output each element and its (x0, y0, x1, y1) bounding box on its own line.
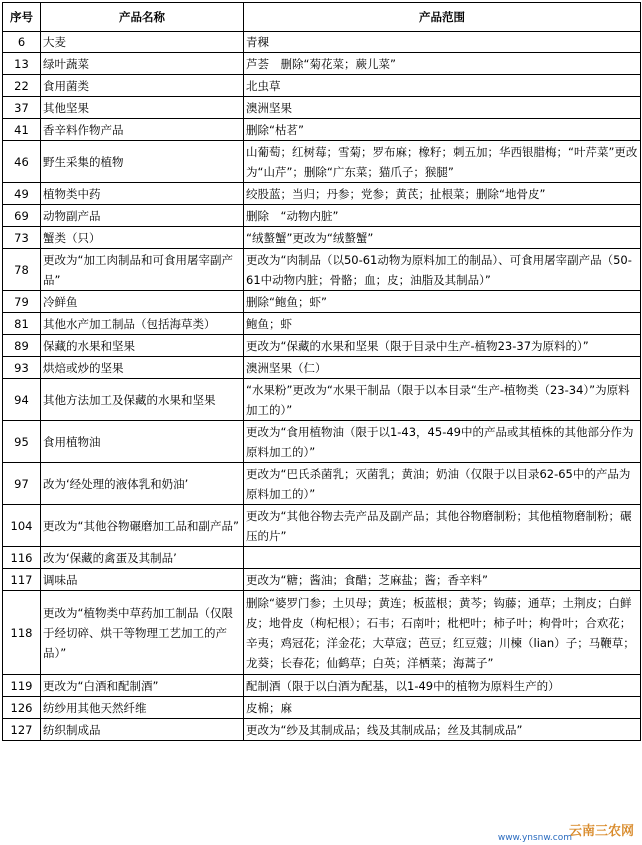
row-product-name: 调味品 (41, 569, 244, 591)
row-serial: 104 (3, 505, 41, 547)
row-product-name: 改为‘保藏的禽蛋及其制品’ (41, 547, 244, 569)
row-product-scope: 更改为“保藏的水果和坚果（限于目录中生产-植物23-37为原料的）” (244, 335, 641, 357)
row-serial: 22 (3, 75, 41, 97)
watermark-url: www.ynsnw.com (497, 833, 572, 843)
row-product-name: 改为‘经处理的液体乳和奶油’ (41, 463, 244, 505)
row-serial: 127 (3, 719, 41, 741)
row-product-name: 更改为“加工肉制品和可食用屠宰副产品” (41, 249, 244, 291)
row-product-name: 植物类中药 (41, 183, 244, 205)
table-row (3, 227, 641, 249)
row-product-scope: 配制酒（限于以白酒为配基，以1-49中的植物为原料生产的） (244, 675, 641, 697)
row-product-name: 动物副产品 (41, 205, 244, 227)
row-serial: 93 (3, 357, 41, 379)
row-product-scope: 绞股蓝；当归；丹参；党参；黄芪；扯根菜；删除“地骨皮” (244, 183, 641, 205)
table-row (3, 97, 641, 119)
row-serial: 126 (3, 697, 41, 719)
row-serial: 13 (3, 53, 41, 75)
row-product-scope: 更改为“糖；酱油；食醋；芝麻盐；酱；香辛料” (244, 569, 641, 591)
watermark-logo: 云南三农网 (568, 824, 634, 839)
row-product-name: 食用植物油 (41, 421, 244, 463)
row-serial: 49 (3, 183, 41, 205)
row-serial: 97 (3, 463, 41, 505)
row-product-scope: 青稞 (244, 32, 641, 53)
row-product-name: 其他水产加工制品（包括海草类） (41, 313, 244, 335)
row-product-name: 更改为“植物类中草药加工制品（仅限于经切碎、烘干等物理工艺加工的产品）” (41, 591, 244, 675)
header-product-scope: 产品范围 (244, 3, 641, 32)
product-table (2, 2, 641, 741)
table-row (3, 32, 641, 53)
table-row (3, 463, 641, 505)
row-product-scope: 删除 “动物内脏” (244, 205, 641, 227)
row-product-name: 更改为“白酒和配制酒” (41, 675, 244, 697)
table-row (3, 421, 641, 463)
row-product-scope: 更改为“肉制品（以50-61动物为原料加工的制品）、可食用屠宰副产品（50-61中动物内脏；骨骼；血；皮；油脂及其制品）” (244, 249, 641, 291)
row-product-scope: 澳洲坚果 (244, 97, 641, 119)
row-serial: 116 (3, 547, 41, 569)
table-row (3, 119, 641, 141)
row-serial: 94 (3, 379, 41, 421)
row-serial: 78 (3, 249, 41, 291)
row-product-scope (244, 547, 641, 569)
row-product-name: 冷鲜鱼 (41, 291, 244, 313)
header-serial: 序号 (3, 3, 41, 32)
table-row (3, 569, 641, 591)
row-product-scope: 更改为“其他谷物去壳产品及副产品；其他谷物磨制粉；其他植物磨制粉；碾压的片” (244, 505, 641, 547)
row-product-name: 纺纱用其他天然纤维 (41, 697, 244, 719)
row-product-name: 食用菌类 (41, 75, 244, 97)
row-product-scope: 更改为“纱及其制成品；线及其制成品；丝及其制成品” (244, 719, 641, 741)
row-serial: 95 (3, 421, 41, 463)
row-product-scope: “水果粉”更改为“水果干制品（限于以本目录“生产-植物类（23-34）”为原料加工的）” (244, 379, 641, 421)
row-product-name: 蟹类（只） (41, 227, 244, 249)
row-serial: 119 (3, 675, 41, 697)
row-serial: 37 (3, 97, 41, 119)
table-row (3, 183, 641, 205)
row-product-name: 其他方法加工及保藏的水果和坚果 (41, 379, 244, 421)
table-row (3, 505, 641, 547)
row-product-scope: 澳洲坚果（仁） (244, 357, 641, 379)
header-row (3, 3, 641, 32)
row-serial: 89 (3, 335, 41, 357)
row-product-scope: 更改为“巴氏杀菌乳；灭菌乳；黄油；奶油（仅限于以目录62-65中的产品为原料加工的）” (244, 463, 641, 505)
row-serial: 69 (3, 205, 41, 227)
table-row (3, 141, 641, 183)
table-row (3, 335, 641, 357)
row-product-name: 香辛料作物产品 (41, 119, 244, 141)
row-serial: 46 (3, 141, 41, 183)
row-serial: 117 (3, 569, 41, 591)
row-serial: 41 (3, 119, 41, 141)
table-row (3, 313, 641, 335)
row-serial: 6 (3, 32, 41, 53)
row-product-name: 纺织制成品 (41, 719, 244, 741)
table-row (3, 675, 641, 697)
table-row (3, 697, 641, 719)
table-row (3, 379, 641, 421)
table-row (3, 719, 641, 741)
row-product-scope: 删除“枯茗” (244, 119, 641, 141)
table-row (3, 357, 641, 379)
row-product-scope: 芦荟 删除“菊花菜；蕨儿菜” (244, 53, 641, 75)
row-product-name: 野生采集的植物 (41, 141, 244, 183)
row-serial: 73 (3, 227, 41, 249)
table-row (3, 75, 641, 97)
row-product-name: 其他坚果 (41, 97, 244, 119)
row-product-name: 更改为“其他谷物碾磨加工品和副产品” (41, 505, 244, 547)
header-product-name: 产品名称 (41, 3, 244, 32)
row-product-name: 保藏的水果和坚果 (41, 335, 244, 357)
table-row (3, 53, 641, 75)
row-product-scope: 山葡萄；红树莓；雪菊；罗布麻；橡籽；刺五加；华西银腊梅；“叶芹菜”更改为“山芹”；删除“广东菜；猫爪子；猴腿” (244, 141, 641, 183)
row-product-scope: 删除“鲍鱼；虾” (244, 291, 641, 313)
row-product-scope: 北虫草 (244, 75, 641, 97)
row-product-scope: “绒螯蟹”更改为“绒螯蟹” (244, 227, 641, 249)
row-serial: 79 (3, 291, 41, 313)
row-product-scope: 皮棉；麻 (244, 697, 641, 719)
row-product-scope: 鲍鱼；虾 (244, 313, 641, 335)
row-product-name: 绿叶蔬菜 (41, 53, 244, 75)
row-product-name: 大麦 (41, 32, 244, 53)
table-row (3, 205, 641, 227)
table-row (3, 249, 641, 291)
row-product-scope: 更改为“食用植物油（限于以1-43，45-49中的产品或其植株的其他部分作为原料加工的）” (244, 421, 641, 463)
row-product-scope: 删除“婆罗门参；土贝母；黄连；板蓝根；黄芩；钩藤；通草；土荆皮；白鲜皮；地骨皮（枸杞根）；石韦；石南叶；枇杷叶；柿子叶；枸骨叶；合欢花；辛夷；鸡冠花；洋金花；大草寇；芭豆；红豆蔻；川楝（lian）子；马鞭草；龙葵；长春花；仙鹤草；白英；洋栖菜；海蒿子” (244, 591, 641, 675)
row-serial: 118 (3, 591, 41, 675)
row-product-name: 烘焙或炒的坚果 (41, 357, 244, 379)
row-serial: 81 (3, 313, 41, 335)
table-row (3, 591, 641, 675)
table-row (3, 547, 641, 569)
table-row (3, 291, 641, 313)
